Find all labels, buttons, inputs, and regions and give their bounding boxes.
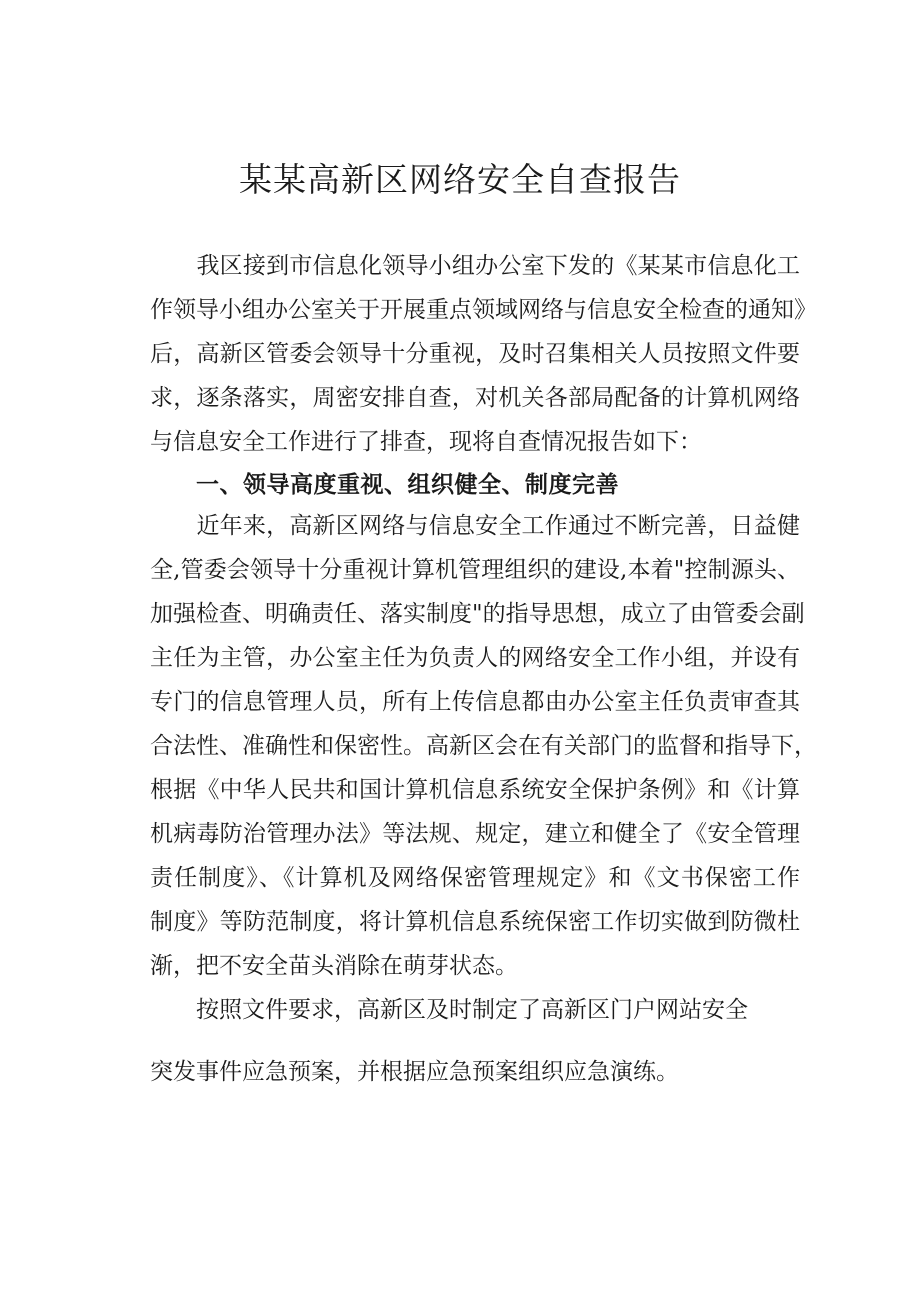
paragraph-line: 与信息安全工作进行了排查，现将自查情况报告如下： [150,429,702,455]
paragraph-line: 我区接到市信息化领导小组办公室下发的《某某市信息化工 [150,253,800,279]
paragraph-line: 求，逐条落实，周密安排自查，对机关各部局配备的计算机网络 [150,385,800,411]
paragraph-line: 突发事件应急预案，并根据应急预案组织应急演练。 [150,1059,679,1085]
paragraph-line: 专门的信息管理人员，所有上传信息都由办公室主任负责审查其 [150,689,800,715]
paragraph-line: 机病毒防治管理办法》等法规、规定，建立和健全了《安全管理 [150,821,800,847]
paragraph-line: 作领导小组办公室关于开展重点领域网络与信息安全检查的通知》 [150,297,817,323]
document-title: 某某高新区网络安全自查报告 [239,160,681,199]
paragraph-line: 渐，把不安全苗头消除在萌芽状态。 [150,953,518,979]
paragraph-line: 根据《中华人民共和国计算机信息系统安全保护条例》和《计算 [150,777,800,803]
paragraph-line: 后，高新区管委会领导十分重视，及时召集相关人员按照文件要 [150,341,800,367]
section-heading: 一、领导高度重视、组织健全、制度完善 [196,472,619,498]
paragraph-line: 合法性、准确性和保密性。高新区会在有关部门的监督和指导下， [150,733,817,759]
paragraph-line: 主任为主管，办公室主任为负责人的网络安全工作小组，并设有 [150,645,800,671]
paragraph-line: 加强检查、明确责任、落实制度"的指导思想，成立了由管委会副 [150,601,805,627]
paragraph-line: 全,管委会领导十分重视计算机管理组织的建设,本着"控制源头、 [150,557,800,583]
paragraph-line: 近年来，高新区网络与信息安全工作通过不断完善，日益健 [150,513,800,539]
paragraph-line: 制度》等防范制度，将计算机信息系统保密工作切实做到防微杜 [150,909,800,935]
paragraph-line: 按照文件要求，高新区及时制定了高新区门户网站安全 [150,997,748,1023]
paragraph-line: 责任制度》、《计算机及网络保密管理规定》和《文书保密工作 [150,865,800,891]
